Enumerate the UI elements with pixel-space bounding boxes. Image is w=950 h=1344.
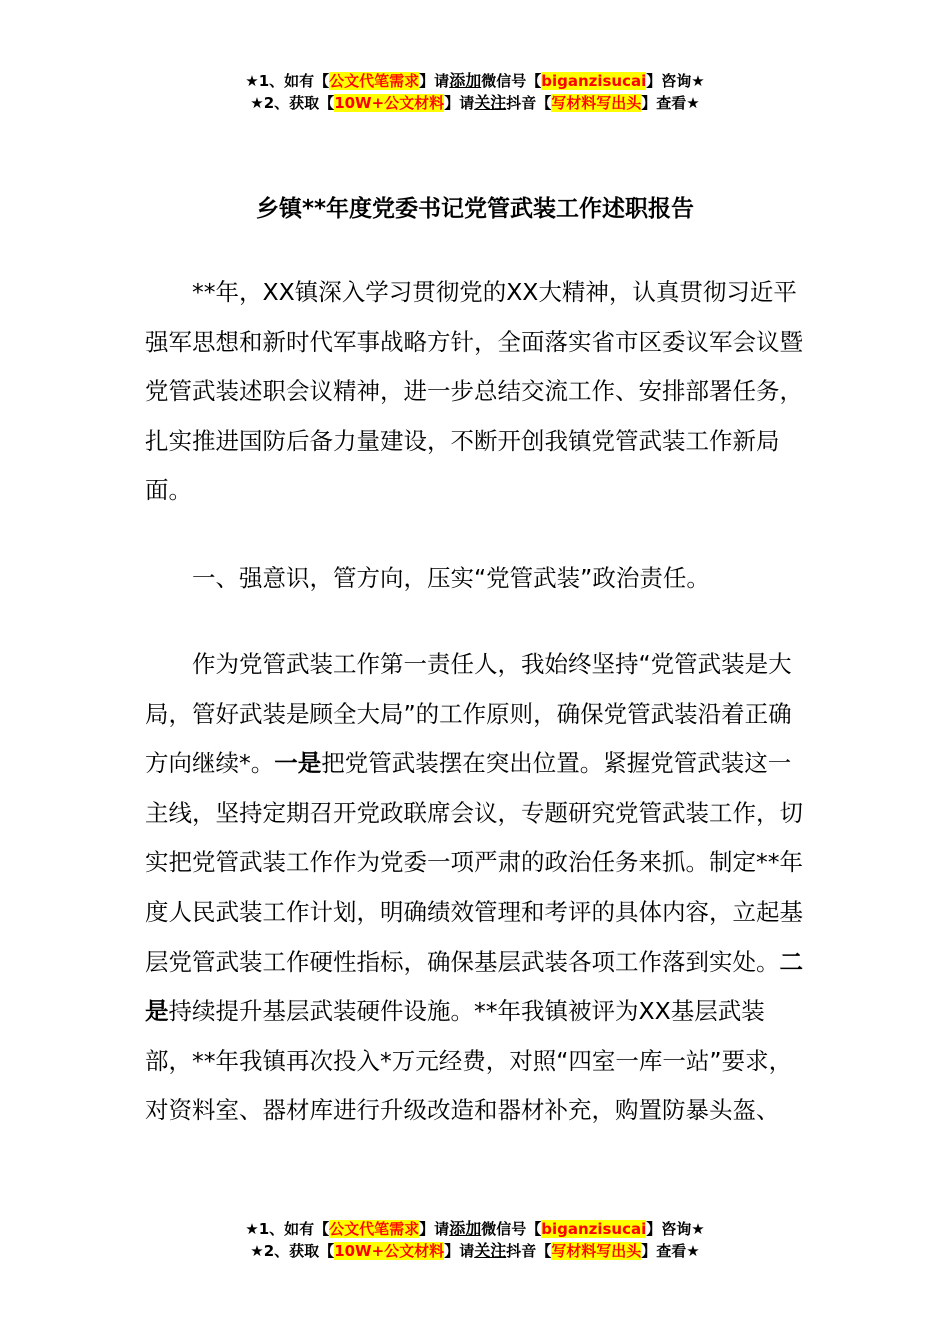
highlight-text: 写材料写出头: [551, 1242, 642, 1260]
highlight-text: biganzisucai: [541, 1220, 647, 1238]
intro-paragraph: **年，XX镇深入学习贯彻党的XX大精神，认真贯彻习近平强军思想和新时代军事战略方针，全面落实省市区委议军会议暨党管武装述职会议精神，进一步总结交流工作、安排部署任务，扎实推进国防后备力量建设，不断开创我镇党管武装工作新局面。: [145, 278, 803, 505]
banner-text: 抖音【: [506, 1242, 552, 1260]
banner-text: 】请: [444, 1242, 475, 1260]
paragraph-text: 把党管武装摆在突出位置。紧握党管武装这一主线，坚持定期召开党政联席会议，专题研究党管武装工作，切实把党管武装工作作为党委一项严肃的政治任务来抓。制定**年度人民武装工作计划，明确绩效管理和考评的具体内容，立起基层党管武装工作硬性指标，确保基层武装各项工作落到实处。: [145, 749, 803, 976]
header-banner: [0, 70, 950, 114]
banner-line-1: [0, 1218, 950, 1240]
banner-text: 抖音【: [506, 94, 552, 112]
footer-banner: [0, 1218, 950, 1262]
banner-text: 微信号【: [481, 1220, 542, 1238]
bold-lead: 一是: [274, 749, 322, 778]
banner-text: 】请: [419, 72, 450, 90]
banner-text: ★2、获取【: [250, 1242, 335, 1260]
highlight-text: biganzisucai: [541, 72, 647, 90]
underlined-text: 添加: [449, 71, 482, 90]
section-paragraph: [145, 640, 805, 1136]
paragraph-text: 持续提升基层武装硬件设施。**年我镇被评为XX基层武装部，**年我镇再次投入*万元经费，对照“四室一库一站”要求，对资料室、器材库进行升级改造和器材补充，购置防暴头盔、: [145, 997, 793, 1125]
banner-text: 】咨询★: [646, 72, 705, 90]
highlight-text: 10W+公文材料: [334, 1242, 445, 1260]
underlined-text: 关注: [474, 1241, 507, 1260]
highlight-text: 写材料写出头: [551, 94, 642, 112]
underlined-text: 添加: [449, 1219, 482, 1238]
paragraph-text: 作为党管武装工作第一责任人，我始终坚持“党管武装是大局，管好武装是顾全大局”的工作原则，确保党管武装沿着正确方向继续*。: [145, 650, 792, 778]
banner-line-2: [0, 92, 950, 114]
banner-text: 】请: [444, 94, 475, 112]
banner-text: 】查看★: [641, 94, 700, 112]
banner-text: 微信号【: [481, 72, 542, 90]
banner-text: ★1、如有【: [245, 1220, 330, 1238]
banner-text: ★2、获取【: [250, 94, 335, 112]
document-title: 乡镇**年度党委书记党管武装工作述职报告: [255, 196, 695, 222]
highlight-text: 公文代笔需求: [329, 1220, 420, 1238]
section-heading: 一、强意识，管方向，压实“党管武装”政治责任。: [192, 564, 710, 592]
banner-line-1: [0, 70, 950, 92]
highlight-text: 10W+公文材料: [334, 94, 445, 112]
underlined-text: 关注: [474, 93, 507, 112]
banner-line-2: [0, 1240, 950, 1262]
bold-lead: 二是: [145, 947, 803, 1026]
banner-text: ★1、如有【: [245, 72, 330, 90]
banner-text: 】请: [419, 1220, 450, 1238]
banner-text: 】咨询★: [646, 1220, 705, 1238]
highlight-text: 公文代笔需求: [329, 72, 420, 90]
banner-text: 】查看★: [641, 1242, 700, 1260]
